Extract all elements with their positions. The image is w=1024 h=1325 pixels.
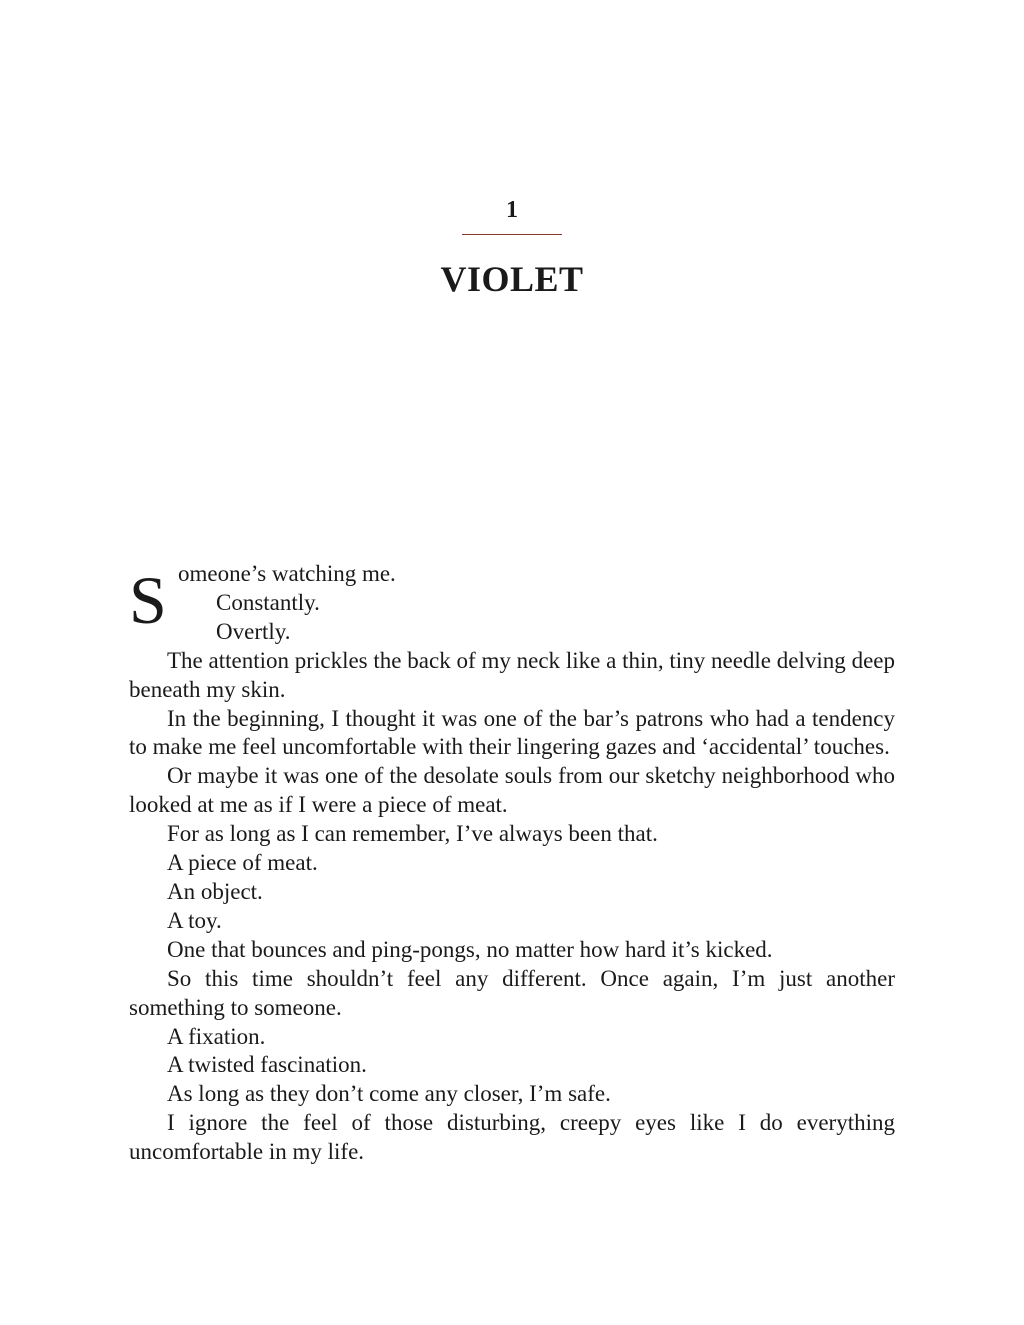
paragraph: Overtly. — [216, 618, 291, 644]
chapter-title: VIOLET — [440, 259, 584, 299]
paragraph: A fixation. — [167, 1023, 266, 1049]
paragraph: A piece of meat. — [167, 850, 318, 876]
paragraph: The attention prickles the back of my neck like a thin, tiny needle delving deep beneath my skin. — [129, 647, 895, 702]
paragraph: omeone’s watching me. — [178, 561, 396, 586]
paragraph: A twisted fascination. — [167, 1052, 367, 1078]
paragraph: A toy. — [167, 907, 222, 933]
chapter-number: 1 — [506, 197, 518, 223]
paragraph: One that bounces and ping-pongs, no matter how hard it’s kicked. — [167, 936, 773, 962]
paragraph: So this time shouldn’t feel any different. Once again, I’m just another something to someone. — [129, 965, 895, 1020]
paragraph: I ignore the feel of those disturbing, creepy eyes like I do everything uncomfortable in my life. — [129, 1110, 895, 1165]
drop-cap: S — [129, 562, 167, 638]
paragraph: An object. — [167, 878, 263, 904]
paragraph: In the beginning, I thought it was one of the bar’s patrons who had a tendency to make me feel uncomfortable with their lingering gazes and ‘accidental’ touches. — [129, 705, 895, 760]
chapter-body — [129, 560, 895, 1167]
chapter-divider — [462, 234, 562, 235]
paragraph: Constantly. — [216, 589, 320, 615]
paragraph: As long as they don’t come any closer, I’m safe. — [167, 1081, 611, 1107]
paragraph: For as long as I can remember, I’ve always been that. — [167, 821, 658, 847]
paragraph: Or maybe it was one of the desolate souls from our sketchy neighborhood who looked at me as if I were a piece of meat. — [129, 763, 895, 818]
